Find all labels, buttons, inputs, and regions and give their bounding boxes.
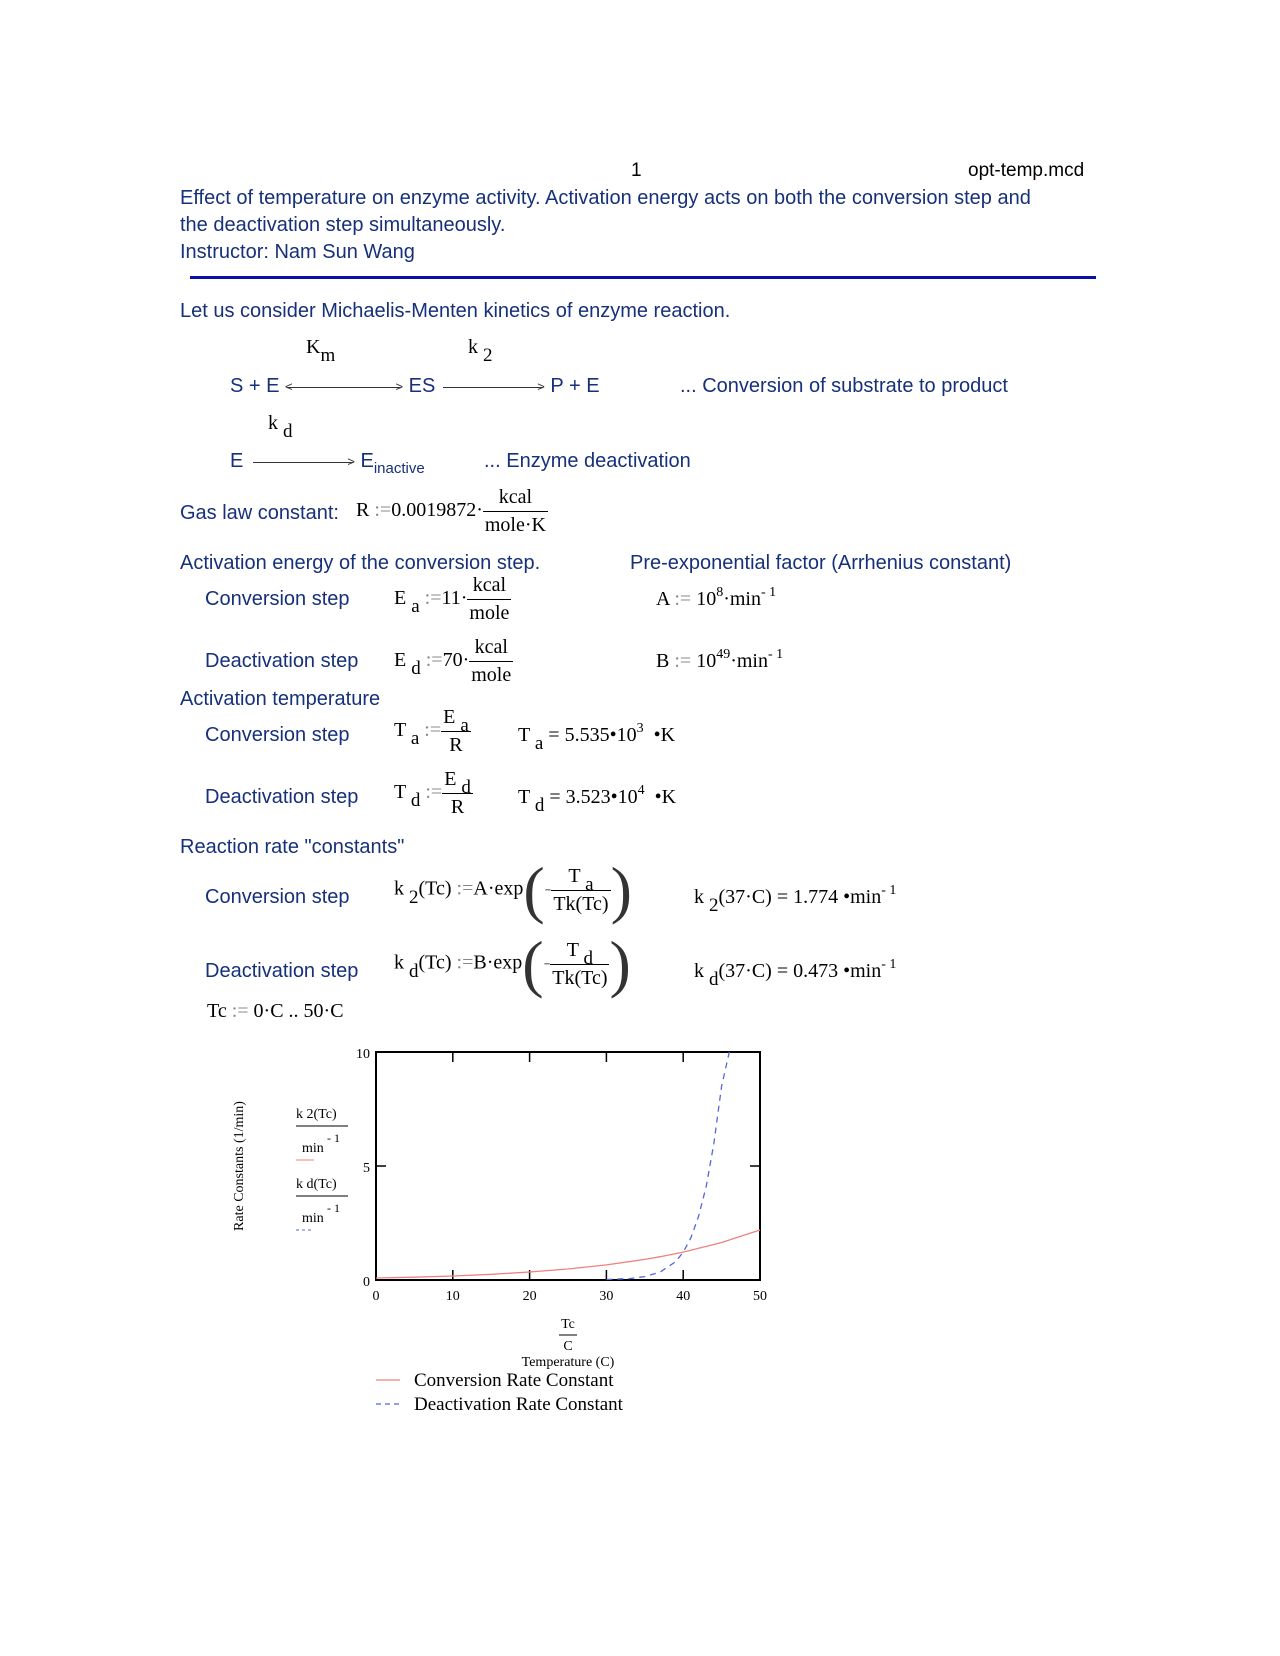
k2-label: k 2 [468,336,493,366]
ed-expression: E d :=70· $\frac{\text{kcal}}{\text{mole}}$ [394,636,512,686]
b-expression: B := $10^{49}\cdot\min^{- 1}$ [656,647,784,672]
k2-definition: k 2(Tc) :=A·exp(- $\frac{\text{T a}}{Tk(Tc)}$ ) [394,854,632,925]
kd-deactivation-label: Deactivation step [205,960,359,982]
ta-result: T $a = 5.535•10^3$ •K [518,721,676,754]
x-tick-label: 20 [522,1289,537,1304]
ed-deactivation-label: Deactivation step [205,650,359,672]
deactivation-arrow: > [249,456,355,468]
activation-heading: Activation energy of the conversion step. [180,552,541,574]
reaction-1: S + E < > ES > P + E [230,375,600,397]
a-expression: A := $10^8\cdot\min^{- 1}$ [656,585,777,610]
x-tick-label: 40 [676,1289,691,1304]
td-deactivation-label: Deactivation step [205,786,359,808]
ta-conversion-label: Conversion step [205,724,350,746]
file-name: opt-temp.mcd [968,160,1085,181]
x-expr-den: C [563,1339,573,1354]
ta-definition: T a := $\frac{\text{E a}}{R}$ [394,706,469,756]
km-label: Km [306,336,336,366]
preexp-heading: Pre-exponential factor (Arrhenius constant) [630,552,1012,574]
rates-heading: Reaction rate "constants" [180,836,405,858]
series-line-conversion [376,1230,760,1278]
kd-evaluation: k d(37·C) = 0.473 $•\min^{- 1}$ [694,957,897,990]
forward-arrow: > [441,381,545,393]
kinetics-heading: Let us consider Michaelis-Menten kinetics of enzyme reaction. [180,300,731,322]
td-definition: T d := $\frac{\text{E d}}{R}$ [394,768,471,818]
gas-law-label: Gas law constant: [180,502,339,524]
range-definition: Tc := 0·C .. 50·C [207,1000,344,1022]
y-expr2-num: k d(Tc) [296,1177,337,1192]
reaction-2-note: ... Enzyme deactivation [484,450,691,472]
plot-frame [376,1052,760,1280]
page-number: 1 [631,160,642,181]
reversible-arrow: < > [285,378,404,394]
x-tick-label: 50 [753,1289,767,1304]
legend-label-deactivation: Deactivation Rate Constant [414,1394,623,1415]
x-tick-label: 30 [599,1289,614,1304]
kd-label: k d [268,412,293,442]
y-expr2-den: min [302,1211,324,1226]
x-expr-num: Tc [561,1317,575,1332]
y-axis-label: Rate Constants (1/min) [232,1101,247,1231]
intro-line-1: Effect of temperature on enzyme activity. Activation energy acts on both the conversion step and [180,187,1031,209]
ea-conversion-label: Conversion step [205,588,350,610]
intro-line-2: the deactivation step simultaneously. [180,214,506,236]
y-expr1-num: k 2(Tc) [296,1107,337,1122]
k2-conversion-label: Conversion step [205,886,350,908]
x-tick-label: 10 [445,1289,460,1304]
temperature-heading: Activation temperature [180,688,381,710]
x-tick-label: 0 [372,1289,380,1304]
x-axis-label: Temperature (C) [521,1355,615,1370]
legend-label-conversion: Conversion Rate Constant [414,1370,614,1391]
kd-definition: k d(Tc) :=B·exp(- $\frac{\text{T d}}{Tk(Tc)}$ ) [394,928,631,999]
y-tick-label: 5 [363,1161,370,1176]
ea-expression: E a :=11· $\frac{\text{kcal}}{\text{mole}}$ [394,574,510,624]
reaction-1-note: ... Conversion of substrate to product [680,375,1008,397]
gas-law-expression: R :=0.0019872· $\frac{\text{kcal}}{\text{mole·K}}$ [356,486,546,536]
k2-evaluation: k 2(37·C) = 1.774 $•\min^{- 1}$ [694,883,897,916]
y-expr1-den: min [302,1141,324,1156]
y-tick-label: 0 [363,1275,370,1290]
td-result: T $d = 3.523•10^4$ •K [518,783,677,816]
intro-line-3: Instructor: Nam Sun Wang [180,241,415,263]
y-tick-label: 10 [356,1047,370,1062]
y-expr2-den-exp: - 1 [327,1201,340,1215]
y-expr1-den-exp: - 1 [327,1131,340,1145]
reaction-2: E > $E_{inactive}$ [230,450,425,477]
